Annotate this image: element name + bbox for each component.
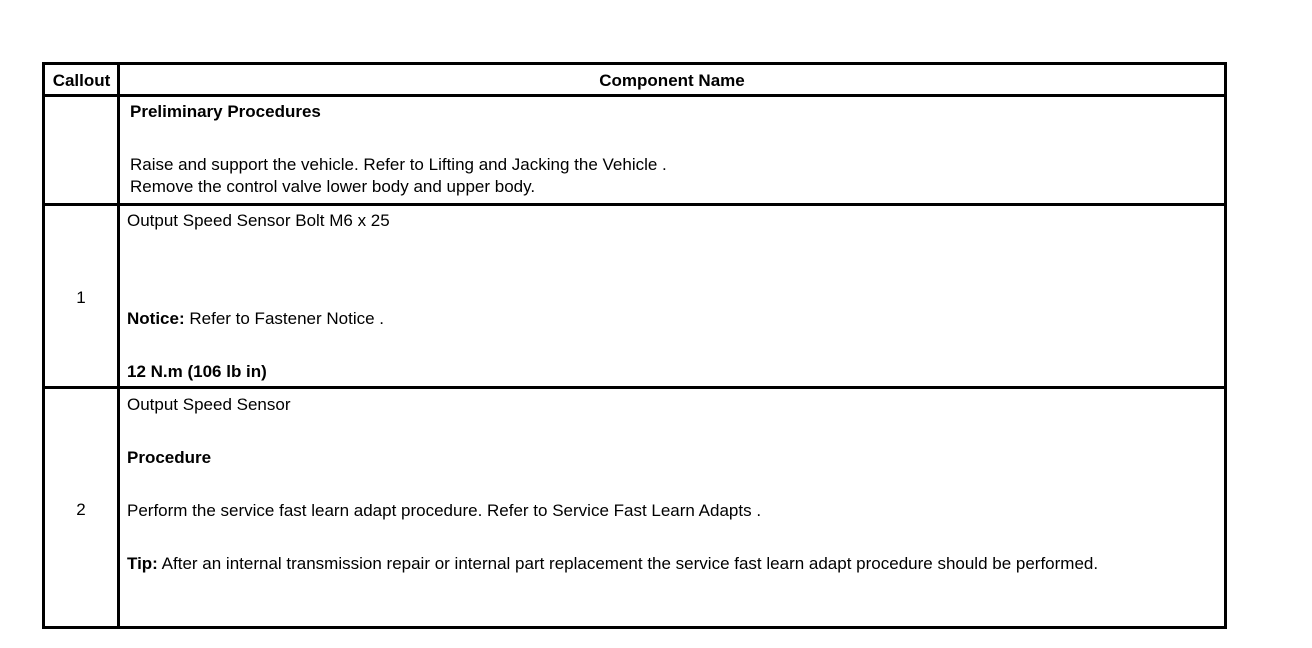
- notice-label: Notice:: [127, 309, 185, 328]
- callout-header: Callout: [52, 71, 111, 90]
- component-name-header: Component Name: [599, 71, 745, 90]
- preliminary-callout-cell: [45, 97, 120, 203]
- component-name: Output Speed Sensor: [127, 395, 291, 414]
- notice-text: Refer to Fastener Notice .: [189, 309, 384, 328]
- callout-number: 1: [76, 288, 86, 307]
- preliminary-step-2: Remove the control valve lower body and upper body.: [130, 177, 536, 196]
- preliminary-step-1: Raise and support the vehicle. Refer to Lifting and Jacking the Vehicle .: [130, 155, 667, 174]
- tip-paragraph: [127, 553, 1167, 575]
- callout-number: 2: [76, 500, 86, 519]
- procedure-text: Perform the service fast learn adapt procedure. Refer to Service Fast Learn Adapts .: [127, 501, 762, 520]
- callout-cell: [45, 389, 120, 626]
- preliminary-content-cell: [120, 97, 1224, 203]
- torque-spec: 12 N.m (106 lb in): [127, 362, 267, 381]
- tip-text: After an internal transmission repair or internal part replacement the service fast learn adapt procedure should be performed.: [161, 554, 1099, 573]
- preliminary-row: [45, 97, 1224, 206]
- preliminary-title: Preliminary Procedures: [130, 102, 321, 121]
- table-row: [45, 206, 1224, 389]
- notice-line: [127, 309, 384, 329]
- procedure-label: Procedure: [127, 448, 212, 467]
- callout-cell: [45, 206, 120, 386]
- component-name-header-cell: [120, 65, 1224, 94]
- table-header-row: [45, 65, 1224, 97]
- table-row: [45, 389, 1224, 626]
- component-name: Output Speed Sensor Bolt M6 x 25: [127, 211, 390, 230]
- component-cell: [120, 206, 1224, 386]
- tip-label: Tip:: [127, 554, 158, 573]
- callout-header-cell: [45, 65, 120, 94]
- component-cell: [120, 389, 1224, 626]
- component-table: [42, 62, 1227, 629]
